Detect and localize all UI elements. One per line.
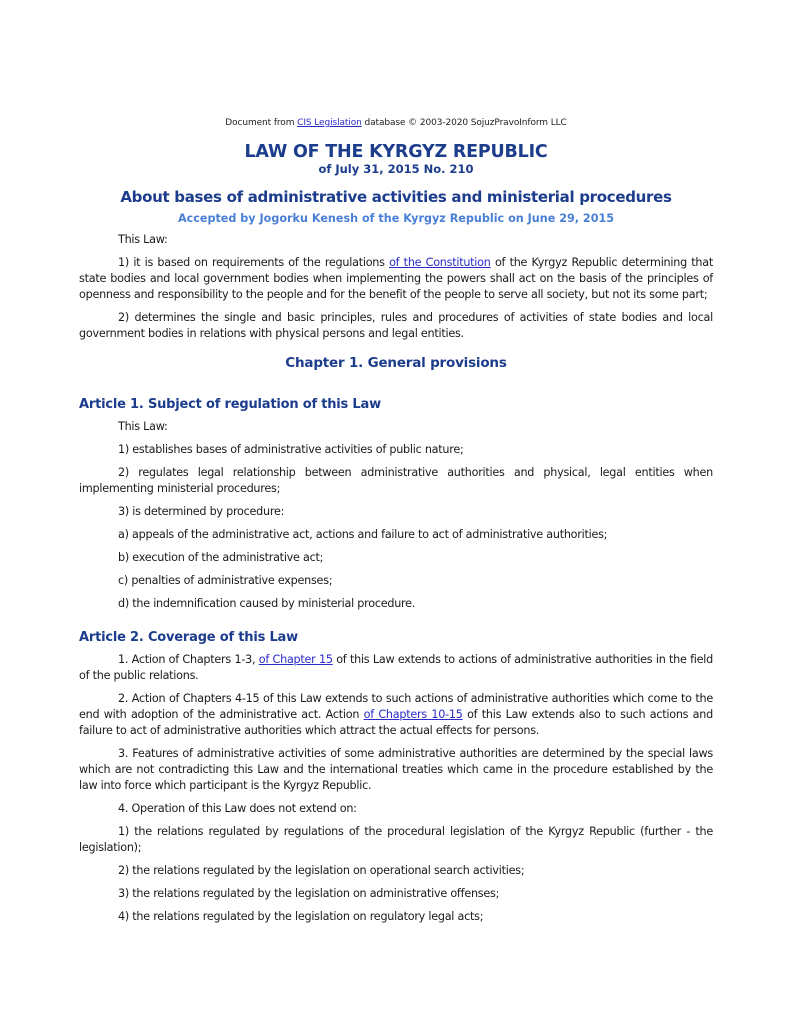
source-note bbox=[79, 117, 713, 129]
law-title: LAW OF THE KYRGYZ REPUBLIC bbox=[244, 142, 548, 162]
preamble-p1-before: 1) it is based on requirements of the regulations bbox=[118, 256, 390, 269]
article-1-paragraph: d) the indemnification caused by ministerial procedure. bbox=[118, 597, 416, 610]
article-1-paragraph: b) execution of the administrative act; bbox=[118, 551, 324, 564]
article-2-paragraph-1 bbox=[79, 652, 713, 684]
article-1-paragraph: 2) regulates legal relationship between administrative authorities and physical, legal entities when implementing ministerial procedures; bbox=[79, 466, 713, 495]
accepted-note: Accepted by Jogorku Kenesh of the Kyrgyz Republic on June 29, 2015 bbox=[177, 212, 615, 225]
article-2-list-item: 3) the relations regulated by the legislation on administrative offenses; bbox=[118, 887, 500, 900]
article-2-paragraph-2 bbox=[79, 691, 713, 739]
preamble-paragraph-2: 2) determines the single and basic principles, rules and procedures of activities of state bodies and local government bodies in relations with physical persons and legal entities. bbox=[79, 311, 713, 340]
chapters-10-15-link[interactable]: of Chapters 10-15 bbox=[363, 708, 463, 721]
article-2-list-item: 2) the relations regulated by the legislation on operational search activities; bbox=[118, 864, 525, 877]
article-2-p1-after: of this Law extends to actions of administrative authorities in the field of the public relations. bbox=[79, 653, 713, 682]
article-2-list-item: 1) the relations regulated by regulations of the procedural legislation of the Kyrgyz Republic (further - the legislation); bbox=[79, 825, 713, 854]
document-page bbox=[79, 117, 713, 932]
article-2-p1-before: 1. Action of Chapters 1-3, bbox=[118, 653, 259, 666]
article-2-paragraph-3: 3. Features of administrative activities of some administrative authorities are determined by the special laws which are not contradicting this Law and the international treaties which came in the procedure established by the law into force which participant is the Kyrgyz Republic. bbox=[79, 747, 713, 792]
preamble-p1-after: of the Kyrgyz Republic determining that state bodies and local government bodies when implementing the powers shall act on the basis of the principles of openness and responsibility to the people and for the benefit of the people to serve all society, but not its some part; bbox=[79, 256, 713, 301]
article-1-paragraph: 1) establishes bases of administrative activities of public nature; bbox=[118, 443, 464, 456]
chapter-1-heading: Chapter 1. General provisions bbox=[285, 355, 507, 371]
article-2-p2-before: 2. Action of Chapters 4-15 of this Law extends to such actions of administrative authorities which come to the end with adoption of the administrative act. Action bbox=[79, 692, 713, 721]
source-note-prefix: Document from bbox=[225, 118, 298, 128]
constitution-link[interactable]: of the Constitution bbox=[389, 256, 491, 269]
law-date: of July 31, 2015 No. 210 bbox=[318, 162, 474, 176]
article-2-heading: Article 2. Coverage of this Law bbox=[79, 630, 298, 645]
article-2-p2-after: of this Law extends also to such actions and failure to act of administrative authorities which attract the actual effects for persons. bbox=[79, 708, 713, 737]
document-heading: About bases of administrative activities and ministerial procedures bbox=[120, 188, 672, 206]
preamble-intro: This Law: bbox=[118, 233, 168, 246]
article-1-heading: Article 1. Subject of regulation of this Law bbox=[79, 397, 381, 412]
article-1-paragraph: a) appeals of the administrative act, actions and failure to act of administrative authorities; bbox=[118, 528, 608, 541]
article-2-paragraph-4: 4. Operation of this Law does not extend on: bbox=[118, 802, 357, 815]
preamble-paragraph-1 bbox=[79, 255, 713, 303]
cis-legislation-link[interactable]: CIS Legislation bbox=[297, 118, 362, 128]
article-2-list-item: 4) the relations regulated by the legislation on regulatory legal acts; bbox=[118, 910, 484, 923]
article-1-paragraph: c) penalties of administrative expenses; bbox=[118, 574, 333, 587]
chapter-15-link[interactable]: of Chapter 15 bbox=[258, 653, 333, 666]
article-1-paragraph: This Law: bbox=[118, 420, 168, 433]
source-note-suffix: database © 2003-2020 SojuzPravoInform LLC bbox=[361, 118, 567, 128]
article-1-paragraph: 3) is determined by procedure: bbox=[118, 505, 285, 518]
